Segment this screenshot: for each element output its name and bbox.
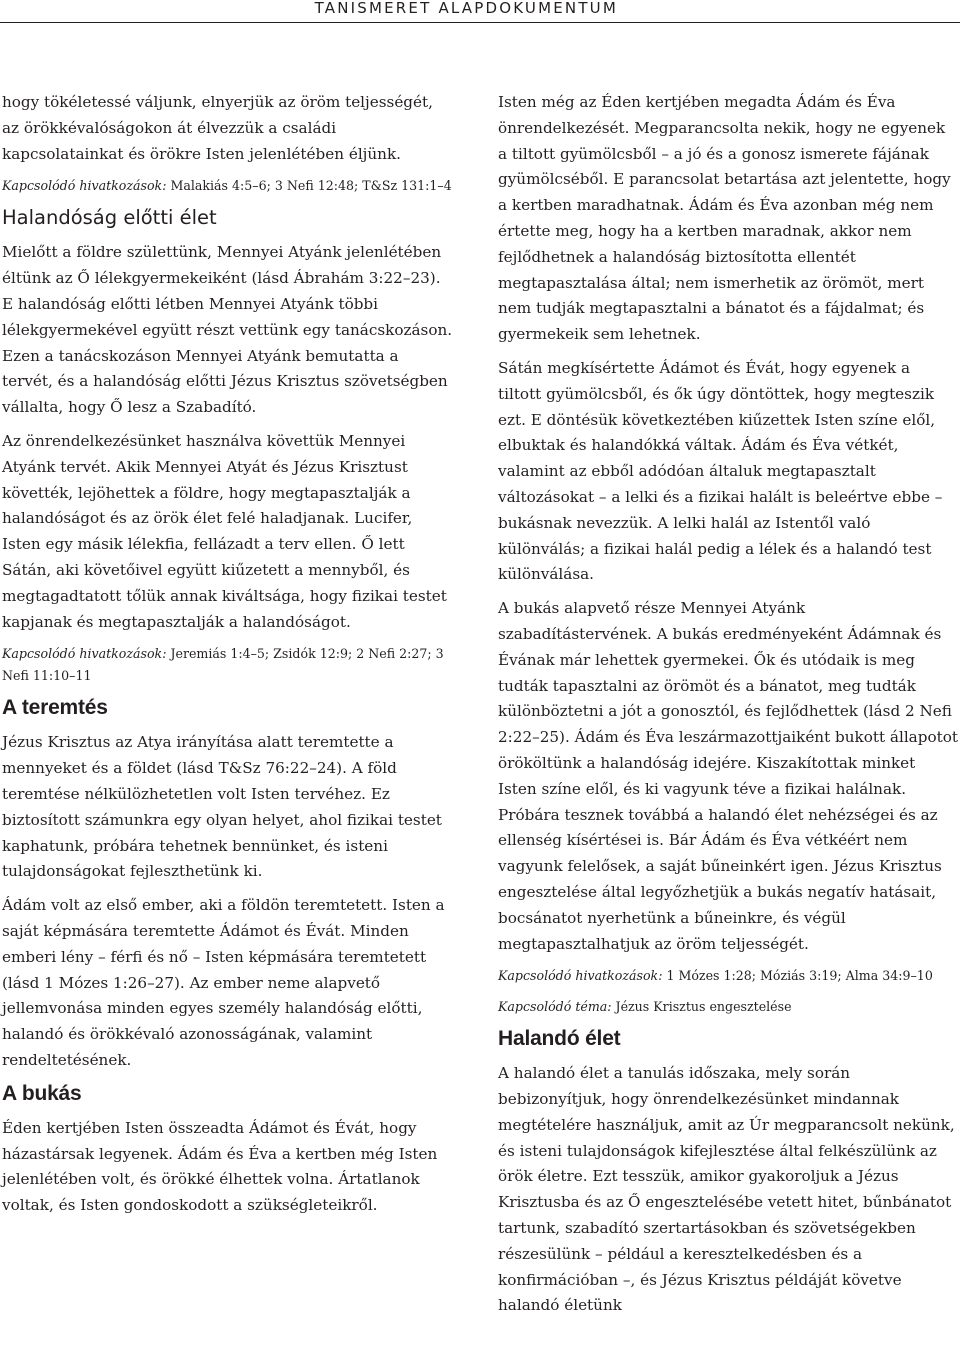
reference-text: Malakiás 4:5–6; 3 Nefi 12:48; T&Sz 131:1–4 — [166, 178, 452, 194]
topic-text: Jézus Krisztus engesztelése — [611, 999, 792, 1015]
reference-label: Kapcsolódó hivatkozások: — [2, 646, 167, 662]
reference-label: Kapcsolódó hivatkozások: — [498, 968, 663, 984]
creation-paragraph-1: Jézus Krisztus az Atya irányítása alatt teremtette a mennyeket és a földet (lásd T&Sz 76:22–24). A föld teremtése nélkülözhetetlen volt Isten tervéhez. Ez biztosított számunkra egy olyan helyet, ahol fizikai testet kaphatunk, próbára tehetnek bennünket, és isteni tulajdonságokat fejleszthetünk ki. — [2, 733, 442, 881]
heading-mortal-life: Halandó élet — [498, 1027, 621, 1051]
running-header — [0, 0, 960, 22]
heading-fall: A bukás — [2, 1081, 82, 1105]
right-column — [498, 90, 958, 1327]
related-references-1 — [2, 175, 454, 197]
fall-paragraph-2: Isten még az Éden kertjében megadta Ádám és Éva önrendelkezését. Megparancsolta nekik, hogy ne egyenek a tiltott gyümölcsből – a jó és a gonosz ismerete fájának gyümölcséből. E parancsolat betartása azt jelentette, hogy a kertben maradhatnak. Ádám és Éva azonban még nem értette meg, hogy ha a kertben maradnak, akkor nem fejlődhetnek a halandóság biztosította ellentét megtapasztalása által; nem ismerhetik az örömöt, mert nem tudják megtapasztalni a bánatot és a fájdalmat; és gyermekeik sem lehetnek. — [498, 93, 951, 344]
reference-text: 1 Mózes 1:28; Móziás 3:19; Alma 34:9–10 — [662, 968, 933, 984]
fall-paragraph-4: A bukás alapvető része Mennyei Atyánk szabadítástervének. A bukás eredményeként Ádámnak és Évának már lehettek gyermekei. Ők és utódaik is meg tudták tapasztalni az örömöt és a bánatot, meg tudták különböztetni a jót a gonosztól, és fejlődhettek (lásd 2 Nefi 2:22–25). Ádám és Éva leszármazottjaiként bukott állapotot örököltünk a halandóság idejére. Kiszakítottak minket Isten színe elől, és ki vagyunk téve a fizikai halálnak. Próbára tesznek továbbá a halandó élet nehézségei és az ellenség kísértései is. Bár Ádám és Éva vétkéért nem vagyunk felelősek, a saját bűneinkért igen. Jézus Krisztus engesztelése által legyőzhetjük a bukás negatív hatásait, bocsánatot nyerhetünk a bűneinkre, és végül megtapasztalhatjuk az öröm teljességét. — [498, 599, 958, 953]
related-references-2 — [2, 643, 454, 687]
heading-creation: A teremtés — [2, 696, 108, 720]
intro-paragraph: hogy tökéletessé váljunk, elnyerjük az öröm teljességét, az örökkévalóságokon át élvezzük a családi kapcsolatainkat és örökre Isten jelenlétében éljünk. — [2, 93, 433, 163]
reference-label: Kapcsolódó hivatkozások: — [2, 178, 167, 194]
related-topic — [498, 996, 958, 1018]
fall-paragraph-1: Éden kertjében Isten összeadta Ádámot és Évát, hogy házastársak legyenek. Ádám és Éva a kertben még Isten jelenlétében volt, és örökké élhettek volna. Ártatlanok voltak, és Isten gondoskodott a szükségleteikről. — [2, 1118, 438, 1215]
premortal-paragraph-2: Az önrendelkezésünket használva követtük Mennyei Atyánk tervét. Akik Mennyei Atyát és Jézus Krisztust követték, lejöhettek a földre, hogy megtapasztalják a halandóságot és az örök élet felé haladjanak. Lucifer, Isten egy másik lélekfia, fellázadt a terv ellen. Ő lett Sátán, aki követőivel együtt kiűzetett a mennyből, és megtagadtatott tőlük annak kiváltsága, hogy fizikai testet kapjanak és megtapasztalják a halandóságot. — [2, 431, 447, 631]
header-divider — [0, 22, 960, 23]
reference-text: Jeremiás 1:4–5; Zsidók 12:9; 2 Nefi 2:27; 3 Nefi 11:10–11 — [2, 646, 444, 684]
creation-paragraph-2: Ádám volt az első ember, aki a földön teremtetett. Isten a saját képmására teremtette Ádámot és Évát. Minden emberi lény – férfi és nő – Isten képmására teremtetett (lásd 1 Mózes 1:26–27). Az ember neme alapvető jellemvonása minden egyes személy halandóság előtti, halandó és örökkévaló azonosságának, valamint rendeltetésének. — [2, 896, 445, 1069]
heading-premortal-life: Halandóság előtti élet — [2, 206, 217, 230]
mortal-paragraph-1: A halandó élet a tanulás időszaka, mely során bebizonyítjuk, hogy önrendelkezésünket mindannak megtételére használjuk, amit az Úr megparancsolt nekünk, és isteni tulajdonságok kifejlesztése által felkészülünk az örök életre. Ezt tesszük, amikor gyakoroljuk a Jézus Krisztusba és az Ő engesztelésébe vetett hitet, bűnbánatot tartunk, szabadító szertartásokban és szövetségekben részesülünk – például a keresztelkedésben és a konfirmációban –, és Jézus Krisztus példáját követve halandó életünk — [498, 1064, 955, 1315]
header-title: TANISMERET ALAPDOKUMENTUM — [314, 0, 618, 17]
related-references-3 — [498, 965, 958, 987]
left-column — [2, 90, 454, 1227]
fall-paragraph-3: Sátán megkísértette Ádámot és Évát, hogy egyenek a tiltott gyümölcsből, és ők úgy döntöttek, hogy megteszik ezt. E döntésük következtében kiűzettek Isten színe elől, elbuktak és halandókká váltak. Ádám és Éva vétkét, valamint az ebből adódóan általuk megtapasztalt változásokat – a lelki és a fizikai halált is beleértve ebbe – bukásnak nevezzük. A lelki halál az Istentől való különválás; a fizikai halál pedig a lélek és a halandó test különválása. — [498, 358, 943, 584]
premortal-paragraph-1: Mielőtt a földre születtünk, Mennyei Atyánk jelenlétében éltünk az Ő lélekgyermekeiként (lásd Ábrahám 3:22–23). E halandóság előtti létben Mennyei Atyánk többi lélekgyermekével együtt részt vettünk egy tanácskozáson. Ezen a tanácskozáson Mennyei Atyánk bemutatta a tervét, és a halandóság előtti Jézus Krisztus szövetségben vállalta, hogy Ő lesz a Szabadító. — [2, 243, 453, 417]
topic-label: Kapcsolódó téma: — [498, 999, 612, 1015]
